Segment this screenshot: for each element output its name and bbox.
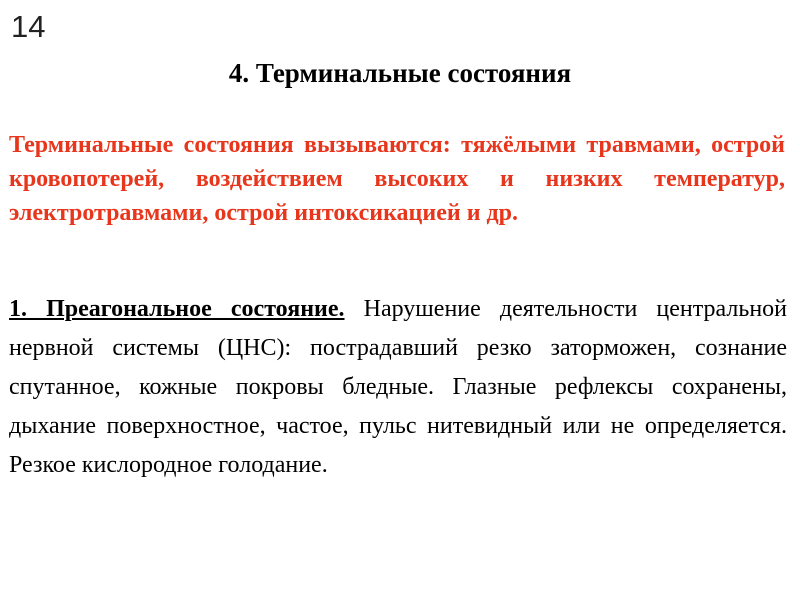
preagonal-state-description: Нарушение деятельности центральной нервной системы (ЦНС): пострадавший резко заторможен, сознание спутанное, кожные покровы бледные. Глазные рефлексы сохранены, дыхание поверхностное, частое, пульс нитевидный или не определяется. Резкое кислородное голодание. (9, 296, 788, 478)
preagonal-state-term: 1. Преагональное состояние. (9, 296, 345, 322)
preagonal-state-paragraph (9, 290, 787, 485)
intro-paragraph: Терминальные состояния вызываются: тяжёлыми травмами, острой кровопотерей, воздействием высоких и низких температур, электротравмами, острой интоксикацией и др. (9, 132, 785, 226)
slide-title: 4. Терминальные состояния (228, 58, 572, 88)
slide-number: 14 (11, 9, 46, 44)
